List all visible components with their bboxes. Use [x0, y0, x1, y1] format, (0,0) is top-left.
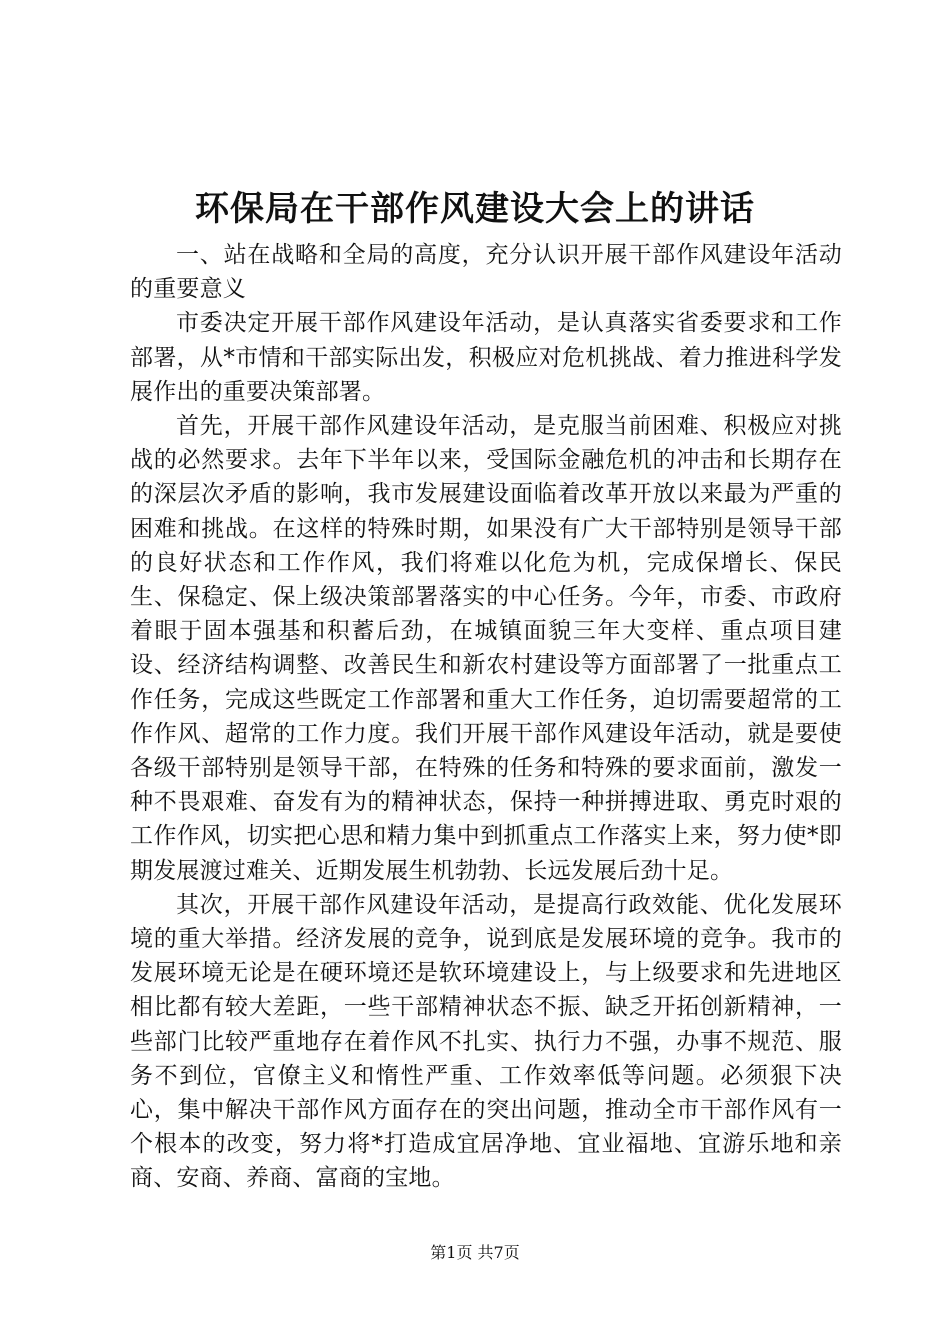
paragraph: 首先，开展干部作风建设年活动，是克服当前困难、积极应对挑战的必然要求。去年下半年以来，受国际金融危机的冲击和长期存在的深层次矛盾的影响，我市发展建设面临着改革开放以来最为严重的困难和挑战。在这样的特殊时期，如果没有广大干部特别是领导干部的良好状态和工作作风，我们将难以化危为机，完成保增长、保民生、保稳定、保上级决策部署落实的中心任务。今年，市委、市政府着眼于固本强基和积蓄后劲，在城镇面貌三年大变样、重点项目建设、经济结构调整、改善民生和新农村建设等方面部署了一批重点工作任务，完成这些既定工作部署和重大工作任务，迫切需要超常的工作作风、超常的工作力度。我们开展干部作风建设年活动，就是要使各级干部特别是领导干部，在特殊的任务和特殊的要求面前，激发一种不畏艰难、奋发有为的精神状态，保持一种拼搏进取、勇克时艰的工作作风，切实把心思和精力集中到抓重点工作落实上来，努力使*即期发展渡过难关、近期发展生机勃勃、长远发展后劲十足。 [130, 413, 842, 884]
document-body [130, 238, 842, 1196]
document-title: 环保局在干部作风建设大会上的讲话 [195, 189, 755, 229]
paragraph: 市委决定开展干部作风建设年活动，是认真落实省委要求和工作部署，从*市情和干部实际出发，积极应对危机挑战、着力推进科学发展作出的重要决策部署。 [130, 310, 842, 405]
paragraph: 其次，开展干部作风建设年活动，是提高行政效能、优化发展环境的重大举措。经济发展的竞争，说到底是发展环境的竞争。我市的发展环境无论是在硬环境还是软环境建设上，与上级要求和先进地区相比都有较大差距，一些干部精神状态不振、缺乏开拓创新精神，一些部门比较严重地存在着作风不扎实、执行力不强，办事不规范、服务不到位，官僚主义和惰性严重、工作效率低等问题。必须狠下决心，集中解决干部作风方面存在的突出问题，推动全市干部作风有一个根本的改变，努力将*打造成宜居净地、宜业福地、宜游乐地和亲商、安商、养商、富商的宝地。 [130, 891, 842, 1192]
page-number-footer: 第1页 共7页 [430, 1243, 520, 1262]
paragraph-section-heading: 一、站在战略和全局的高度，充分认识开展干部作风建设年活动的重要意义 [130, 242, 842, 303]
